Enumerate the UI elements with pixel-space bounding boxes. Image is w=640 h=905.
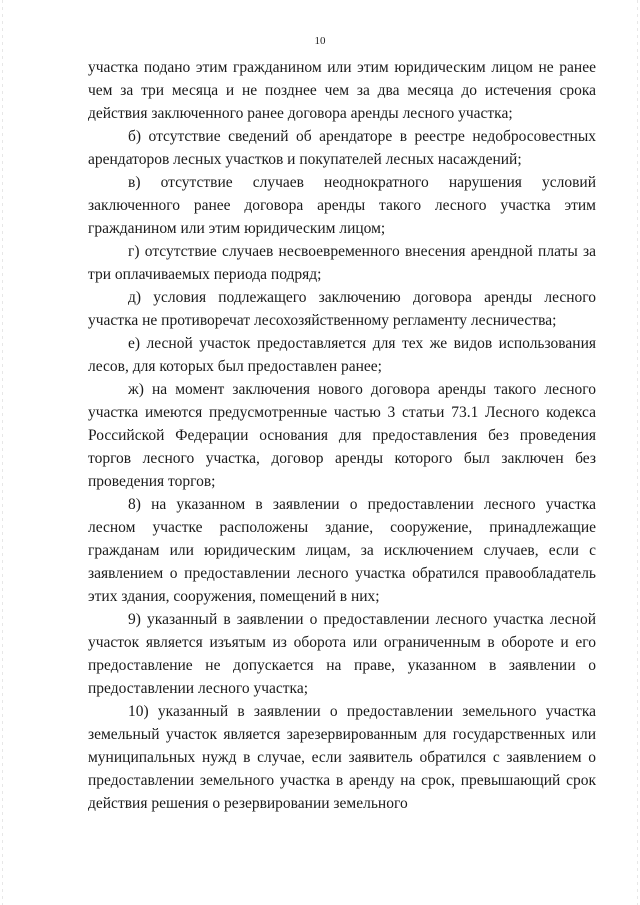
paragraph-item-zh: ж) на момент заключения нового договора аренды такого лесного участка имеются предусмотренные частью 3 статьи 73.1 Лесного кодекса Российской Федерации основания для предоставления без проведения торгов лесного участка, договор аренды которого был заключен без проведения торгов; (88, 381, 596, 490)
paragraph-item-d: д) условия подлежащего заключению договора аренды лесного участка не противоречат лесохозяйственному регламенту лесничества; (88, 289, 596, 329)
paragraph-item-b: б) отсутствие сведений об арендаторе в реестре недобросовестных арендаторов лесных участков и покупателей лесных насаждений; (88, 128, 596, 168)
paragraph-item-v: в) отсутствие случаев неоднократного нарушения условий заключенного ранее договора аренды такого лесного участка этим гражданином или этим юридическим лицом; (88, 174, 596, 237)
scan-edge-right (637, 0, 638, 905)
page-number: 10 (314, 35, 326, 47)
paragraph-item-8: 8) на указанном в заявлении о предоставлении лесного участка лесном участке расположены здание, сооружение, принадлежащие гражданам или юридическим лицам, за исключением случаев, если с заявлением о предоставлении лесного участка обратился правообладатель этих здания, сооружения, помещений в них; (88, 496, 596, 605)
paragraph-item-10: 10) указанный в заявлении о предоставлении земельного участка земельный участок является зарезервированным для государственных или муниципальных нужд в случае, если заявитель обратился с заявлением о предоставлении земельного участка в аренду на срок, превышающий срок действия решения о резервировании земельного (88, 703, 596, 812)
paragraph-item-e: е) лесной участок предоставляется для тех же видов использования лесов, для которых был предоставлен ранее; (88, 335, 596, 375)
paragraph-item-9: 9) указанный в заявлении о предоставлении лесного участка лесной участок является изъятым из оборота или ограниченным в обороте и его предоставление не допускается на праве, указанном в заявлении о предоставлении лесного участка; (88, 611, 596, 697)
scan-edge-left (2, 0, 3, 905)
paragraph-item-g: г) отсутствие случаев несвоевременного внесения арендной платы за три оплачиваемых периода подряд; (88, 243, 596, 283)
paragraph-continuation: участка подано этим гражданином или этим юридическим лицом не ранее чем за три месяца и не позднее чем за два месяца до истечения срока действия заключенного ранее договора аренды лесного участка; (88, 59, 596, 122)
document-body (88, 56, 596, 815)
